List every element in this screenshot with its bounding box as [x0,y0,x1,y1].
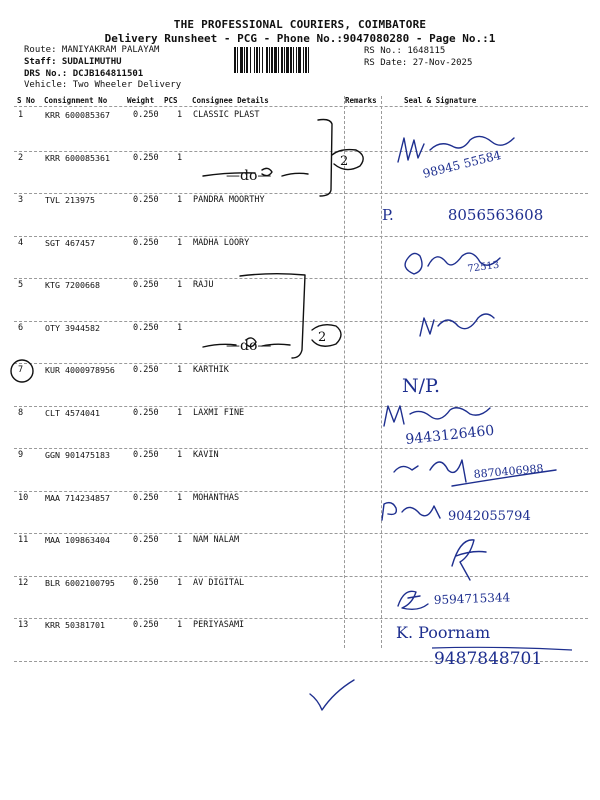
signature-12-phone: 9594715344 [433,590,511,607]
barcode-bar [234,47,236,73]
weight-value: 0.250 [133,322,159,333]
consignee-name: LAXMI FINE [193,407,245,418]
barcode-bar [240,47,243,73]
consignment-number: OTY 3944582 [45,322,100,333]
weight-value: 0.250 [133,237,159,248]
barcode-bar [298,47,301,73]
consignment-number: GGN 901475183 [45,450,110,460]
row-divider [14,533,588,534]
signature-2-phone: 98945 55584 [421,147,503,181]
signature-7-note: N/P. [402,375,440,397]
pieces-count: 1 [177,365,183,375]
signature-9-phone: 8870406988 [473,461,544,481]
consignment-number: KRR 600085361 [45,152,110,163]
consignee-name: MOHANTHAS [193,492,240,503]
row-sno: 13 [18,620,29,630]
row-divider [14,448,588,449]
table-row [0,493,600,535]
table-row [0,365,600,407]
row-sno: 11 [18,535,29,545]
weight-value: 0.250 [133,365,159,375]
row-divider [14,576,588,577]
ditto-mark-2: —do— [226,338,272,354]
runsheet-subtitle: Delivery Runsheet - PCG - Phone No.:9047080280 - Page No.:1 [104,32,496,45]
col-seal-signature: Seal & Signature [404,96,477,105]
consignment-number: KUR 4000978956 [45,365,115,375]
pieces-count: 1 [177,152,183,163]
weight-value: 0.250 [133,450,159,460]
rs-date: RS Date: 27-Nov-2025 [364,58,473,68]
barcode-bar [271,47,273,73]
col-remarks: Remarks [345,96,377,105]
consignee-name: MADHA LOORY [193,237,250,248]
barcode-bar [293,47,294,73]
pieces-count: 1 [177,577,183,588]
table-row [0,238,600,280]
table-row [0,323,600,365]
barcode-bar [303,47,304,73]
weight-value: 0.250 [133,195,159,205]
pieces-count: 1 [177,450,183,460]
row-sno: 1 [18,110,24,120]
consignee-name: CLASSIC PLAST [193,110,260,120]
row-sno: 8 [18,407,24,418]
row-divider [14,278,588,279]
row-divider [14,661,588,662]
consignment-number: KRR 50381701 [45,620,105,630]
consignee-name: KARTHIK [193,365,229,375]
row-sno: 7 [18,365,24,375]
row-divider [14,151,588,152]
barcode-bar [286,47,289,73]
staff-label: Staff: SUDALIMUTHU [24,57,122,67]
consignee-name: RAJU [193,280,214,290]
row-sno: 4 [18,237,24,248]
barcode-bar [284,47,285,73]
barcode-bar [246,47,248,73]
row-divider [14,491,588,492]
header-rule [14,106,588,107]
row-divider [14,236,588,237]
row-sno: 3 [18,195,24,205]
row-divider [14,618,588,619]
vehicle-label: Vehicle: Two Wheeler Delivery [24,80,182,90]
consignment-number: TVL 213975 [45,195,95,205]
col-weight: Weight [127,96,155,105]
weight-value: 0.250 [133,110,159,120]
consignment-number: BLR 6002100795 [45,577,115,588]
drs-number: DRS No.: DCJB164811501 [24,69,144,79]
pieces-count: 1 [177,407,183,418]
bracket-count-1: 2 [340,154,349,169]
company-title: THE PROFESSIONAL COURIERS, COIMBATORE [173,18,427,31]
weight-value: 0.250 [133,407,159,418]
signature-13-phone: 9487848701 [434,649,543,669]
table-row [0,153,600,195]
row-sno: 10 [18,492,29,503]
consignee-name: AV DIGITAL [193,577,245,588]
consignee-name: PANDRA MOORTHY [193,195,265,205]
consignment-number: KTG 7200668 [45,280,100,290]
pieces-count: 1 [177,535,183,545]
col-consignee: Consignee Details [192,96,269,105]
table-row [0,535,600,577]
bracket-count-2: 2 [318,330,327,345]
barcode-bar [266,47,268,73]
weight-value: 0.250 [133,492,159,503]
weight-value: 0.250 [133,535,159,545]
barcode-bar [290,47,292,73]
table-row [0,195,600,237]
row-sno: 6 [18,322,24,333]
consignment-number: SGT 467457 [45,237,95,248]
row-sno: 9 [18,450,24,460]
table-row [0,620,600,662]
consignment-number: MAA 109863404 [45,535,110,545]
ditto-mark-1: —do— [226,168,272,184]
barcode-bar [269,47,270,73]
barcode-bar [262,47,263,73]
weight-value: 0.250 [133,577,159,588]
consignment-number: CLT 4574041 [45,407,100,418]
consignment-number: MAA 714234857 [45,492,110,503]
route-label: Route: MANIYAKRAM PALAYAM [24,45,160,55]
table-row [0,280,600,322]
table-row [0,408,600,450]
consignment-number: KRR 600085367 [45,110,110,120]
row-divider [14,193,588,194]
barcode-bar [254,47,255,73]
consignee-name: NAM NALAM [193,535,240,545]
barcode-bar [278,47,279,73]
barcode-bar [274,47,277,73]
consignee-name: KAVIN [193,450,219,460]
row-divider [14,406,588,407]
pieces-count: 1 [177,280,183,290]
barcode-bar [296,47,297,73]
barcode-bar [281,47,283,73]
signature-8-phone: 9443126460 [404,422,496,448]
row-sno: 12 [18,577,29,588]
pieces-count: 1 [177,322,183,333]
barcode-bar [259,47,260,73]
pieces-count: 1 [177,620,183,630]
barcode-bar [308,47,309,73]
table-row [0,450,600,492]
col-consignment: Consignment No [44,96,108,105]
signature-13-name: K. Poornam [396,623,491,642]
barcode-bar [244,47,245,73]
row-divider [14,321,588,322]
weight-value: 0.250 [133,620,159,630]
col-pcs: PCS [164,96,178,105]
rs-number: RS No.: 1648115 [364,46,446,56]
pieces-count: 1 [177,195,183,205]
barcode-bar [256,47,258,73]
barcode-bar [305,47,307,73]
pieces-count: 1 [177,110,183,120]
consignee-name: PERIYASAMI [193,620,245,630]
weight-value: 0.250 [133,152,159,163]
pieces-count: 1 [177,492,183,503]
signature-3-text: P. 8056563608 [382,206,544,224]
col-sno: S No [17,96,36,105]
barcode-bar [237,47,238,73]
barcode [234,47,360,73]
barcode-bar [250,47,251,73]
pieces-count: 1 [177,237,183,248]
row-sno: 2 [18,152,24,163]
row-sno: 5 [18,280,24,290]
row-divider [14,363,588,364]
weight-value: 0.250 [133,280,159,290]
signature-4-phone: 72513 [466,259,500,275]
table-row [0,578,600,620]
table-row [0,110,600,152]
signature-10-phone: 9042055794 [448,509,531,524]
